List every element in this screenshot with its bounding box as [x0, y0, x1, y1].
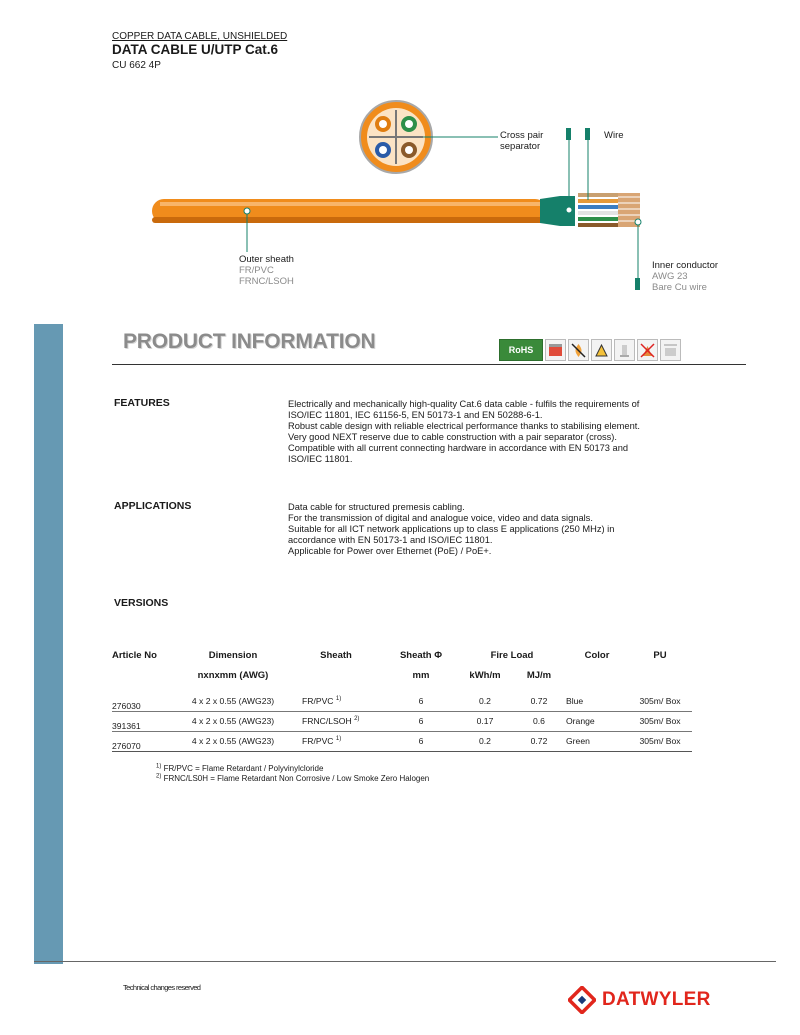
col-color: Color	[584, 649, 610, 661]
inner-conductor-material: Bare Cu wire	[652, 282, 707, 293]
product-information-rule	[112, 364, 746, 365]
wire-label: Wire	[604, 130, 624, 141]
features-line: Compatible with all current connecting hardware in accordance with EN 50173 and	[288, 443, 629, 453]
rohs-icon	[499, 339, 543, 361]
applications-line: Data cable for structured premesis cabling.	[288, 502, 465, 512]
footnote-mark: 1)	[335, 736, 342, 743]
table-row	[112, 711, 692, 731]
footer-disclaimer: Technical changes reserved	[123, 983, 201, 992]
rohs-text: RoHS	[508, 345, 534, 355]
cell-kwh: 0.17	[458, 711, 512, 731]
cell-pu: 305m/ Box	[628, 731, 692, 751]
cell-dimension: 4 x 2 x 0.55 (AWG23)	[178, 711, 288, 731]
flame-icon	[568, 339, 589, 361]
footnote-1	[156, 764, 429, 774]
col-fire-load: Fire Load	[490, 649, 534, 661]
footnote-text: FR/PVC = Flame Retardant / Polyvinylcloride	[163, 764, 324, 773]
cell-sheath-diameter: 6	[384, 731, 458, 751]
footer-rule	[34, 961, 776, 962]
features-line: Very good NEXT reserve due to cable construction with a pair separator (cross).	[288, 432, 617, 442]
versions-table	[112, 645, 692, 752]
product-title: DATA CABLE U/UTP Cat.6	[112, 42, 279, 57]
unit-mj: MJ/m	[526, 669, 552, 681]
cross-pair-label-line2: separator	[500, 141, 541, 152]
product-category: COPPER DATA CABLE, UNSHIELDED	[112, 31, 288, 42]
sheath-value: FR/PVC	[302, 695, 334, 706]
sheath-value: FRNC/LSOH	[302, 716, 352, 726]
table-row	[112, 691, 692, 711]
cell-article-no: 276030	[112, 691, 178, 711]
cell-mj: 0.72	[512, 731, 566, 751]
footnote-mark: 1)	[335, 695, 342, 702]
features-heading: FEATURES	[114, 397, 170, 409]
outer-sheath-material-2: FRNC/LSOH	[239, 276, 294, 287]
cable-cross-section	[360, 101, 432, 173]
cell-color: Green	[566, 731, 628, 751]
datwyler-logo	[568, 986, 711, 1014]
footnotes	[156, 764, 429, 784]
footnote-mark: 2)	[354, 716, 360, 723]
applications-line: Suitable for all ICT network applications up to class E applications (250 MHz) in	[288, 524, 615, 534]
cell-pu: 305m/ Box	[628, 711, 692, 731]
outer-sheath-label	[239, 254, 294, 287]
col-dimension: Dimension	[208, 649, 258, 661]
applications-text	[288, 502, 688, 557]
cable-illustration	[0, 0, 800, 300]
outer-sheath-material-1: FR/PVC	[239, 265, 274, 276]
unit-sheath-diameter: mm	[412, 669, 430, 681]
cell-sheath	[288, 711, 384, 731]
table-unit-row	[112, 665, 692, 685]
features-line: Electrically and mechanically high-quality Cat.6 data cable - fulfils the requirements of	[288, 399, 640, 409]
col-article-no: Article No	[112, 649, 157, 661]
cell-color: Orange	[566, 711, 628, 731]
footnote-text: FRNC/LS0H = Flame Retardant Non Corrosive / Low Smoke Zero Halogen	[163, 774, 430, 783]
cell-sheath	[288, 691, 384, 711]
cell-dimension: 4 x 2 x 0.55 (AWG23)	[178, 731, 288, 751]
smoke-icon	[637, 339, 658, 361]
features-line: Robust cable design with reliable electrical performance thanks to stabilising element.	[288, 421, 640, 431]
certification-icons	[499, 339, 681, 361]
features-line: ISO/IEC 11801.	[288, 454, 353, 464]
applications-line: accordance with EN 50173-1 and ISO/IEC 11801.	[288, 535, 493, 545]
no-halogen-icon	[591, 339, 612, 361]
cell-pu: 305m/ Box	[628, 691, 692, 711]
col-sheath-diameter: Sheath Φ	[399, 649, 443, 661]
cell-sheath-diameter: 6	[384, 711, 458, 731]
table-header-row	[112, 645, 692, 665]
inner-conductor-title: Inner conductor	[652, 260, 719, 271]
datwyler-logo-icon	[568, 986, 596, 1014]
cell-sheath	[288, 731, 384, 751]
col-pu: PU	[653, 649, 667, 661]
pvc-icon	[545, 339, 566, 361]
cell-kwh: 0.2	[458, 731, 512, 751]
cell-mj: 0.6	[512, 711, 566, 731]
applications-line: Applicable for Power over Ethernet (PoE) / PoE+.	[288, 546, 492, 556]
cell-article-no: 391361	[112, 711, 178, 731]
outer-sheath-title: Outer sheath	[239, 254, 294, 265]
applications-heading: APPLICATIONS	[114, 500, 192, 512]
product-code: CU 662 4P	[112, 60, 161, 71]
unit-dimension: nxnxmm (AWG)	[197, 669, 269, 681]
table-row	[112, 731, 692, 751]
cross-pair-separator-label	[500, 130, 543, 152]
sidebar-accent-bar	[34, 324, 63, 964]
cell-dimension: 4 x 2 x 0.55 (AWG23)	[178, 691, 288, 711]
corrosive-icon	[614, 339, 635, 361]
unit-kwh: kWh/m	[469, 669, 501, 681]
cell-sheath-diameter: 6	[384, 691, 458, 711]
footnote-mark: 2)	[156, 773, 162, 780]
product-information-title: PRODUCT INFORMATION	[123, 330, 376, 353]
inner-conductor-label	[652, 260, 718, 293]
brand-name: DATWYLER	[602, 989, 711, 1010]
cell-color: Blue	[566, 691, 628, 711]
features-text	[288, 399, 688, 465]
footnote-2	[156, 774, 429, 784]
cable-diagram	[0, 0, 800, 300]
inner-conductor-awg: AWG 23	[652, 271, 688, 282]
applications-line: For the transmission of digital and analogue voice, video and data signals.	[288, 513, 593, 523]
cell-kwh: 0.2	[458, 691, 512, 711]
versions-heading: VERSIONS	[114, 597, 169, 609]
col-sheath: Sheath	[320, 649, 352, 661]
tunnel-icon	[660, 339, 681, 361]
cell-article-no: 276070	[112, 731, 178, 751]
sheath-value: FR/PVC	[302, 736, 334, 746]
cross-pair-label-line1: Cross pair	[500, 130, 544, 141]
cell-mj: 0.72	[512, 691, 566, 711]
footnote-mark: 1)	[156, 763, 162, 770]
features-line: ISO/IEC 11801, IEC 61156-5, EN 50173-1 and EN 50288-6-1.	[288, 410, 543, 420]
